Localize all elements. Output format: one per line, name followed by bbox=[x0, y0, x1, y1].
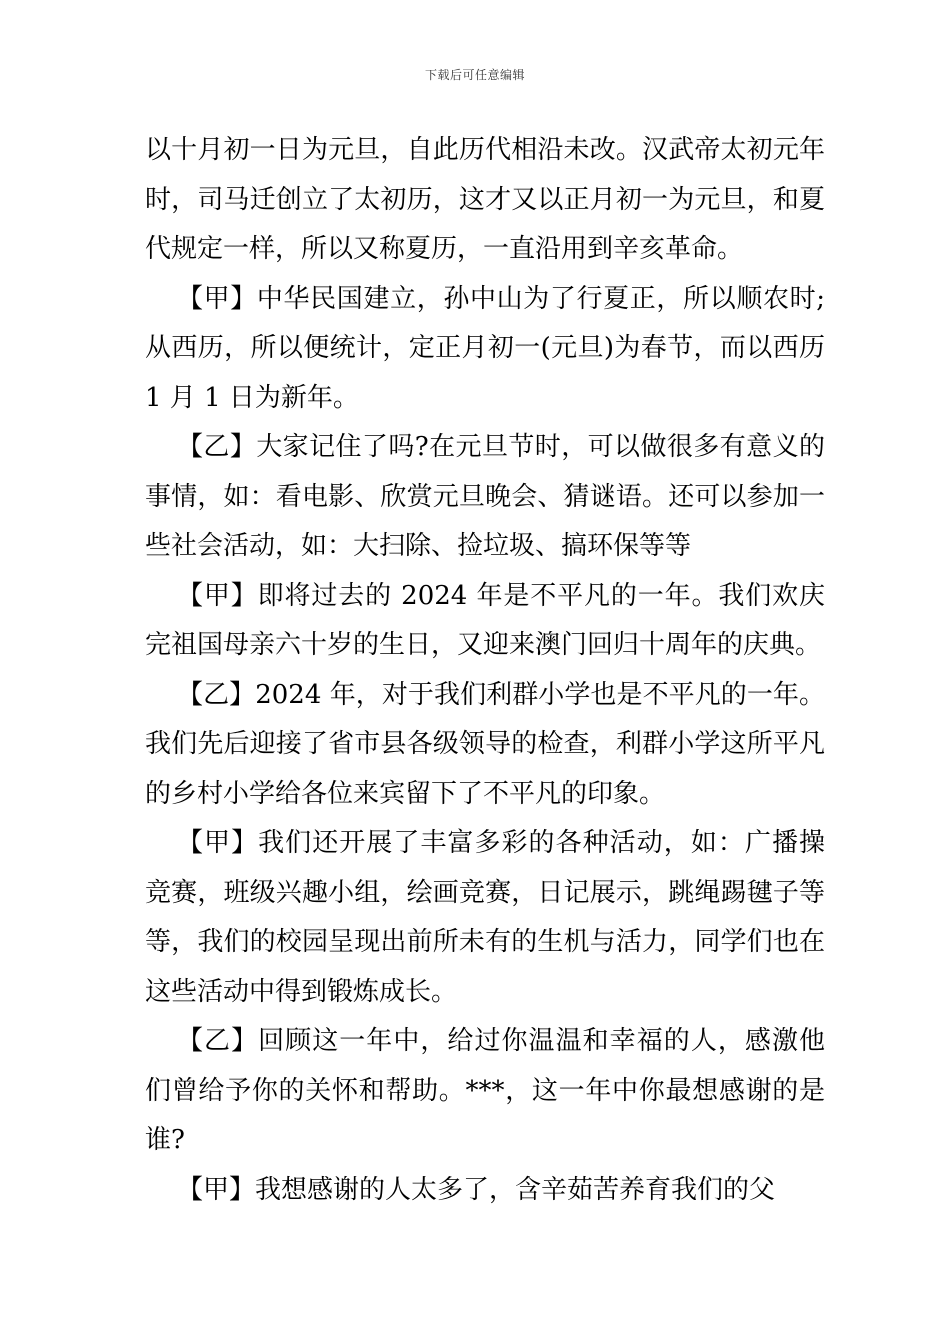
paragraph: 【乙】回顾这一年中，给过你温温和幸福的人，感激他们曾给予你的关怀和帮助。***，这一年中你最想感谢的是谁? bbox=[145, 1026, 825, 1155]
paragraph: 【乙】大家记住了吗?在元旦节时，可以做很多有意义的事情，如：看电影、欣赏元旦晚会、猜谜语。还可以参加一些社会活动，如：大扫除、捡垃圾、搞环保等等 bbox=[145, 432, 825, 561]
paragraph: 【甲】即将过去的 2024 年是不平凡的一年。我们欢庆完祖国母亲六十岁的生日，又迎来澳门回归十周年的庆典。 bbox=[145, 580, 825, 660]
paragraph: 以十月初一日为元旦，自此历代相沿未改。汉武帝太初元年时，司马迁创立了太初历，这才又以正月初一为元旦，和夏代规定一样，所以又称夏历，一直沿用到辛亥革命。 bbox=[145, 135, 825, 264]
page-header-note: 下载后可任意编辑 bbox=[424, 68, 525, 82]
paragraph: 【乙】2024 年，对于我们利群小学也是不平凡的一年。我们先后迎接了省市县各级领导的检查，利群小学这所平凡的乡村小学给各位来宾留下了不平凡的印象。 bbox=[145, 679, 825, 809]
paragraph: 【甲】我想感谢的人太多了，含辛茹苦养育我们的父 bbox=[177, 1174, 776, 1205]
paragraph: 【甲】中华民国建立，孙中山为了行夏正，所以顺农时;从西历，所以便统计，定正月初一(元旦)为春节，而以西历 1 月 1 日为新年。 bbox=[145, 283, 825, 413]
document-body bbox=[145, 126, 825, 1215]
paragraph: 【甲】我们还开展了丰富多彩的各种活动，如：广播操竞赛，班级兴趣小组，绘画竞赛，日记展示，跳绳踢毽子等等，我们的校园呈现出前所未有的生机与活力，同学们也在这些活动中得到锻炼成长。 bbox=[145, 828, 825, 1007]
